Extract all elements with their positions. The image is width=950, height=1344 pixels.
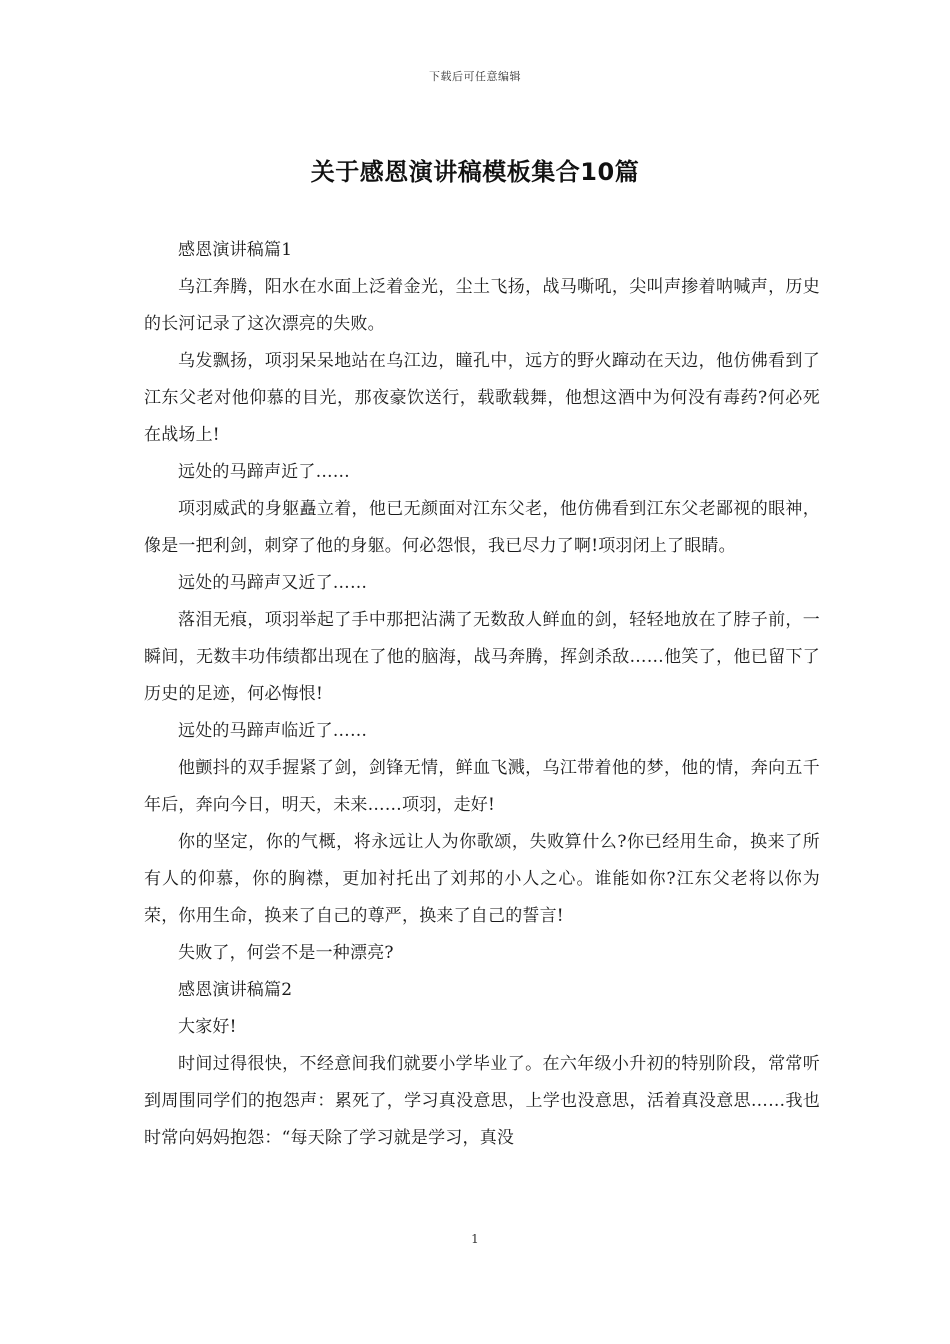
paragraph: 失败了，何尝不是一种漂亮? bbox=[178, 943, 394, 963]
paragraph: 项羽威武的身躯矗立着，他已无颜面对江东父老，他仿佛看到江东父老鄙视的眼神，像是一把利剑，刺穿了他的身躯。何必怨恨，我已尽力了啊!项羽闭上了眼睛。 bbox=[144, 499, 820, 556]
paragraph: 落泪无痕，项羽举起了手中那把沾满了无数敌人鲜血的剑，轻轻地放在了脖子前，一瞬间，无数丰功伟绩都出现在了他的脑海，战马奔腾，挥剑杀敌……他笑了，他已留下了历史的足迹，何必悔恨! bbox=[144, 610, 820, 704]
paragraph: 他颤抖的双手握紧了剑，剑锋无情，鲜血飞溅，乌江带着他的梦，他的情，奔向五千年后，奔向今日，明天，未来……项羽，走好! bbox=[144, 758, 820, 815]
section-heading-2: 感恩演讲稿篇2 bbox=[178, 980, 293, 1000]
document-title: 关于感恩演讲稿模板集合10篇 bbox=[310, 158, 640, 186]
paragraph: 乌发飘扬，项羽呆呆地站在乌江边，瞳孔中，远方的野火蹿动在天边，他仿佛看到了江东父老对他仰慕的目光，那夜豪饮送行，载歌载舞，他想这酒中为何没有毒药?何必死在战场上! bbox=[144, 351, 820, 445]
paragraph: 远处的马蹄声又近了…… bbox=[178, 573, 368, 593]
document-body bbox=[144, 232, 820, 1157]
header-note: 下载后可任意编辑 bbox=[429, 70, 521, 83]
paragraph: 你的坚定，你的气概，将永远让人为你歌颂，失败算什么?你已经用生命，换来了所有人的仰慕，你的胸襟，更加衬托出了刘邦的小人之心。谁能如你?江东父老将以你为荣，你用生命，换来了自己的尊严，换来了自己的誓言! bbox=[144, 832, 820, 926]
paragraph: 时间过得很快，不经意间我们就要小学毕业了。在六年级小升初的特别阶段，常常听到周围同学们的抱怨声：累死了，学习真没意思，上学也没意思，活着真没意思……我也时常向妈妈抱怨：“每天除了学习就是学习，真没 bbox=[144, 1054, 820, 1148]
section-heading-1: 感恩演讲稿篇1 bbox=[178, 240, 293, 260]
page-number: 1 bbox=[471, 1232, 479, 1246]
paragraph: 远处的马蹄声临近了…… bbox=[178, 721, 368, 741]
paragraph: 大家好! bbox=[178, 1017, 237, 1037]
paragraph: 乌江奔腾，阳水在水面上泛着金光，尘土飞扬，战马嘶吼，尖叫声掺着呐喊声，历史的长河记录了这次漂亮的失败。 bbox=[144, 277, 820, 334]
paragraph: 远处的马蹄声近了…… bbox=[178, 462, 350, 482]
